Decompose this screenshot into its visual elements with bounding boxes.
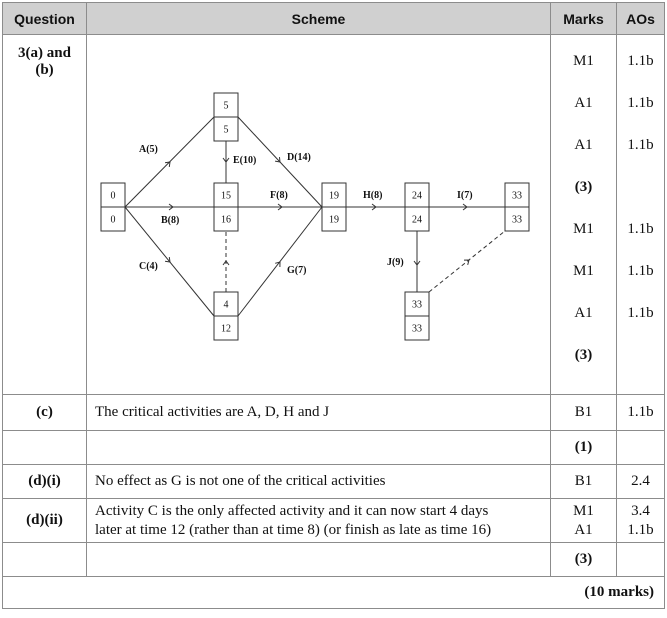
event-early-time: 24 — [412, 190, 422, 202]
ao-ab-5: 1.1b — [627, 221, 654, 237]
mark-c: B1 — [551, 395, 617, 431]
activity-label: C(4) — [139, 261, 158, 272]
ao-ab-1: 1.1b — [627, 53, 654, 69]
activity-network-diagram — [87, 35, 551, 395]
mark-ab-1: M1 — [573, 53, 594, 69]
activity-label: D(14) — [287, 152, 311, 163]
event-late-time: 33 — [412, 323, 422, 335]
mark-ab-2: A1 — [574, 95, 593, 111]
event-early-time: 19 — [329, 190, 339, 202]
marks-list-ab — [551, 53, 616, 389]
event-node — [322, 183, 346, 231]
mark-scheme-table — [2, 2, 665, 609]
marks-cell-ab — [551, 35, 617, 395]
ao-di: 2.4 — [617, 465, 665, 499]
activity-label: J(9) — [387, 257, 404, 268]
event-late-time: 33 — [512, 214, 522, 226]
scheme-text-dii-line2: later at time 12 (rather than at time 8) (or finish as late as time 16) — [95, 521, 492, 538]
ao-ab-2: 1.1b — [627, 95, 654, 111]
event-early-time: 0 — [110, 190, 116, 202]
mark-ab-6: M1 — [573, 263, 594, 279]
event-early-time: 33 — [512, 190, 522, 202]
mark-ab-7: A1 — [574, 305, 593, 321]
scheme-text-di: No effect as G is not one of the critical activities — [87, 465, 551, 499]
event-early-time: 4 — [223, 299, 229, 311]
question-label-ab-line1: 3(a) and — [18, 45, 71, 61]
aos-dii — [617, 499, 665, 543]
event-late-time: 12 — [221, 323, 231, 335]
question-cell-ab — [3, 35, 87, 395]
question-label-di: (d)(i) — [3, 465, 87, 499]
row-total — [3, 577, 665, 609]
empty-cell — [3, 431, 87, 465]
row-part-dii — [3, 499, 665, 543]
scheme-text-dii — [87, 499, 551, 543]
row-subtotal-d — [3, 543, 665, 577]
row-part-ab — [3, 35, 665, 395]
dummy-activity — [429, 231, 505, 292]
activity-label: I(7) — [457, 190, 473, 201]
ao-ab-6: 1.1b — [627, 263, 654, 279]
mark-ab-4: (3) — [574, 179, 593, 195]
event-early-time: 5 — [223, 100, 229, 112]
row-subtotal-c — [3, 431, 665, 465]
question-header: Question — [3, 3, 87, 35]
activity-label: G(7) — [287, 265, 307, 276]
mark-dii-2: A1 — [574, 521, 593, 538]
activity-label: F(8) — [270, 190, 288, 201]
mark-ab-5: M1 — [573, 221, 594, 237]
question-label-dii: (d)(ii) — [3, 499, 87, 543]
empty-cell — [87, 431, 551, 465]
mark-ab-8: (3) — [574, 347, 593, 363]
activity-label: H(8) — [363, 190, 383, 201]
event-late-time: 24 — [412, 214, 422, 226]
event-node — [214, 183, 238, 231]
row-part-c — [3, 395, 665, 431]
mark-di: B1 — [551, 465, 617, 499]
marks-header: Marks — [551, 3, 617, 35]
subtotal-d: (3) — [551, 543, 617, 577]
empty-cell — [87, 543, 551, 577]
total-marks: (10 marks) — [3, 577, 665, 609]
event-late-time: 16 — [221, 214, 231, 226]
mark-dii-1: M1 — [573, 502, 594, 519]
ao-ab-7: 1.1b — [627, 305, 654, 321]
event-node — [505, 183, 529, 231]
aos-cell-ab — [617, 35, 665, 395]
row-part-di — [3, 465, 665, 499]
event-node — [405, 292, 429, 340]
network-diagram-cell — [87, 35, 551, 395]
aos-header: AOs — [617, 3, 665, 35]
activity-label: E(10) — [233, 155, 257, 166]
aos-list-ab — [617, 53, 664, 389]
activity-label: A(5) — [139, 144, 158, 155]
event-late-time: 19 — [329, 214, 339, 226]
header-row — [3, 3, 665, 35]
empty-cell — [617, 431, 665, 465]
scheme-text-c: The critical activities are A, D, H and J — [87, 395, 551, 431]
subtotal-c: (1) — [551, 431, 617, 465]
scheme-header: Scheme — [87, 3, 551, 35]
event-node — [405, 183, 429, 231]
event-node — [214, 93, 238, 141]
event-node — [101, 183, 125, 231]
question-label-ab-line2: (b) — [35, 62, 54, 78]
mark-ab-3: A1 — [574, 137, 593, 153]
ao-dii-2: 1.1b — [627, 521, 654, 538]
empty-cell — [3, 543, 87, 577]
event-node — [214, 292, 238, 340]
ao-dii-1: 3.4 — [631, 502, 650, 519]
question-label-c: (c) — [3, 395, 87, 431]
event-late-time: 0 — [110, 214, 116, 226]
empty-cell — [617, 543, 665, 577]
activity-label: B(8) — [161, 215, 180, 226]
event-early-time: 15 — [221, 190, 231, 202]
scheme-text-dii-line1: Activity C is the only affected activity and it can now start 4 days — [95, 502, 489, 519]
event-early-time: 33 — [412, 299, 422, 311]
ao-c: 1.1b — [617, 395, 665, 431]
event-late-time: 5 — [223, 124, 229, 136]
ao-ab-3: 1.1b — [627, 137, 654, 153]
marks-dii — [551, 499, 617, 543]
